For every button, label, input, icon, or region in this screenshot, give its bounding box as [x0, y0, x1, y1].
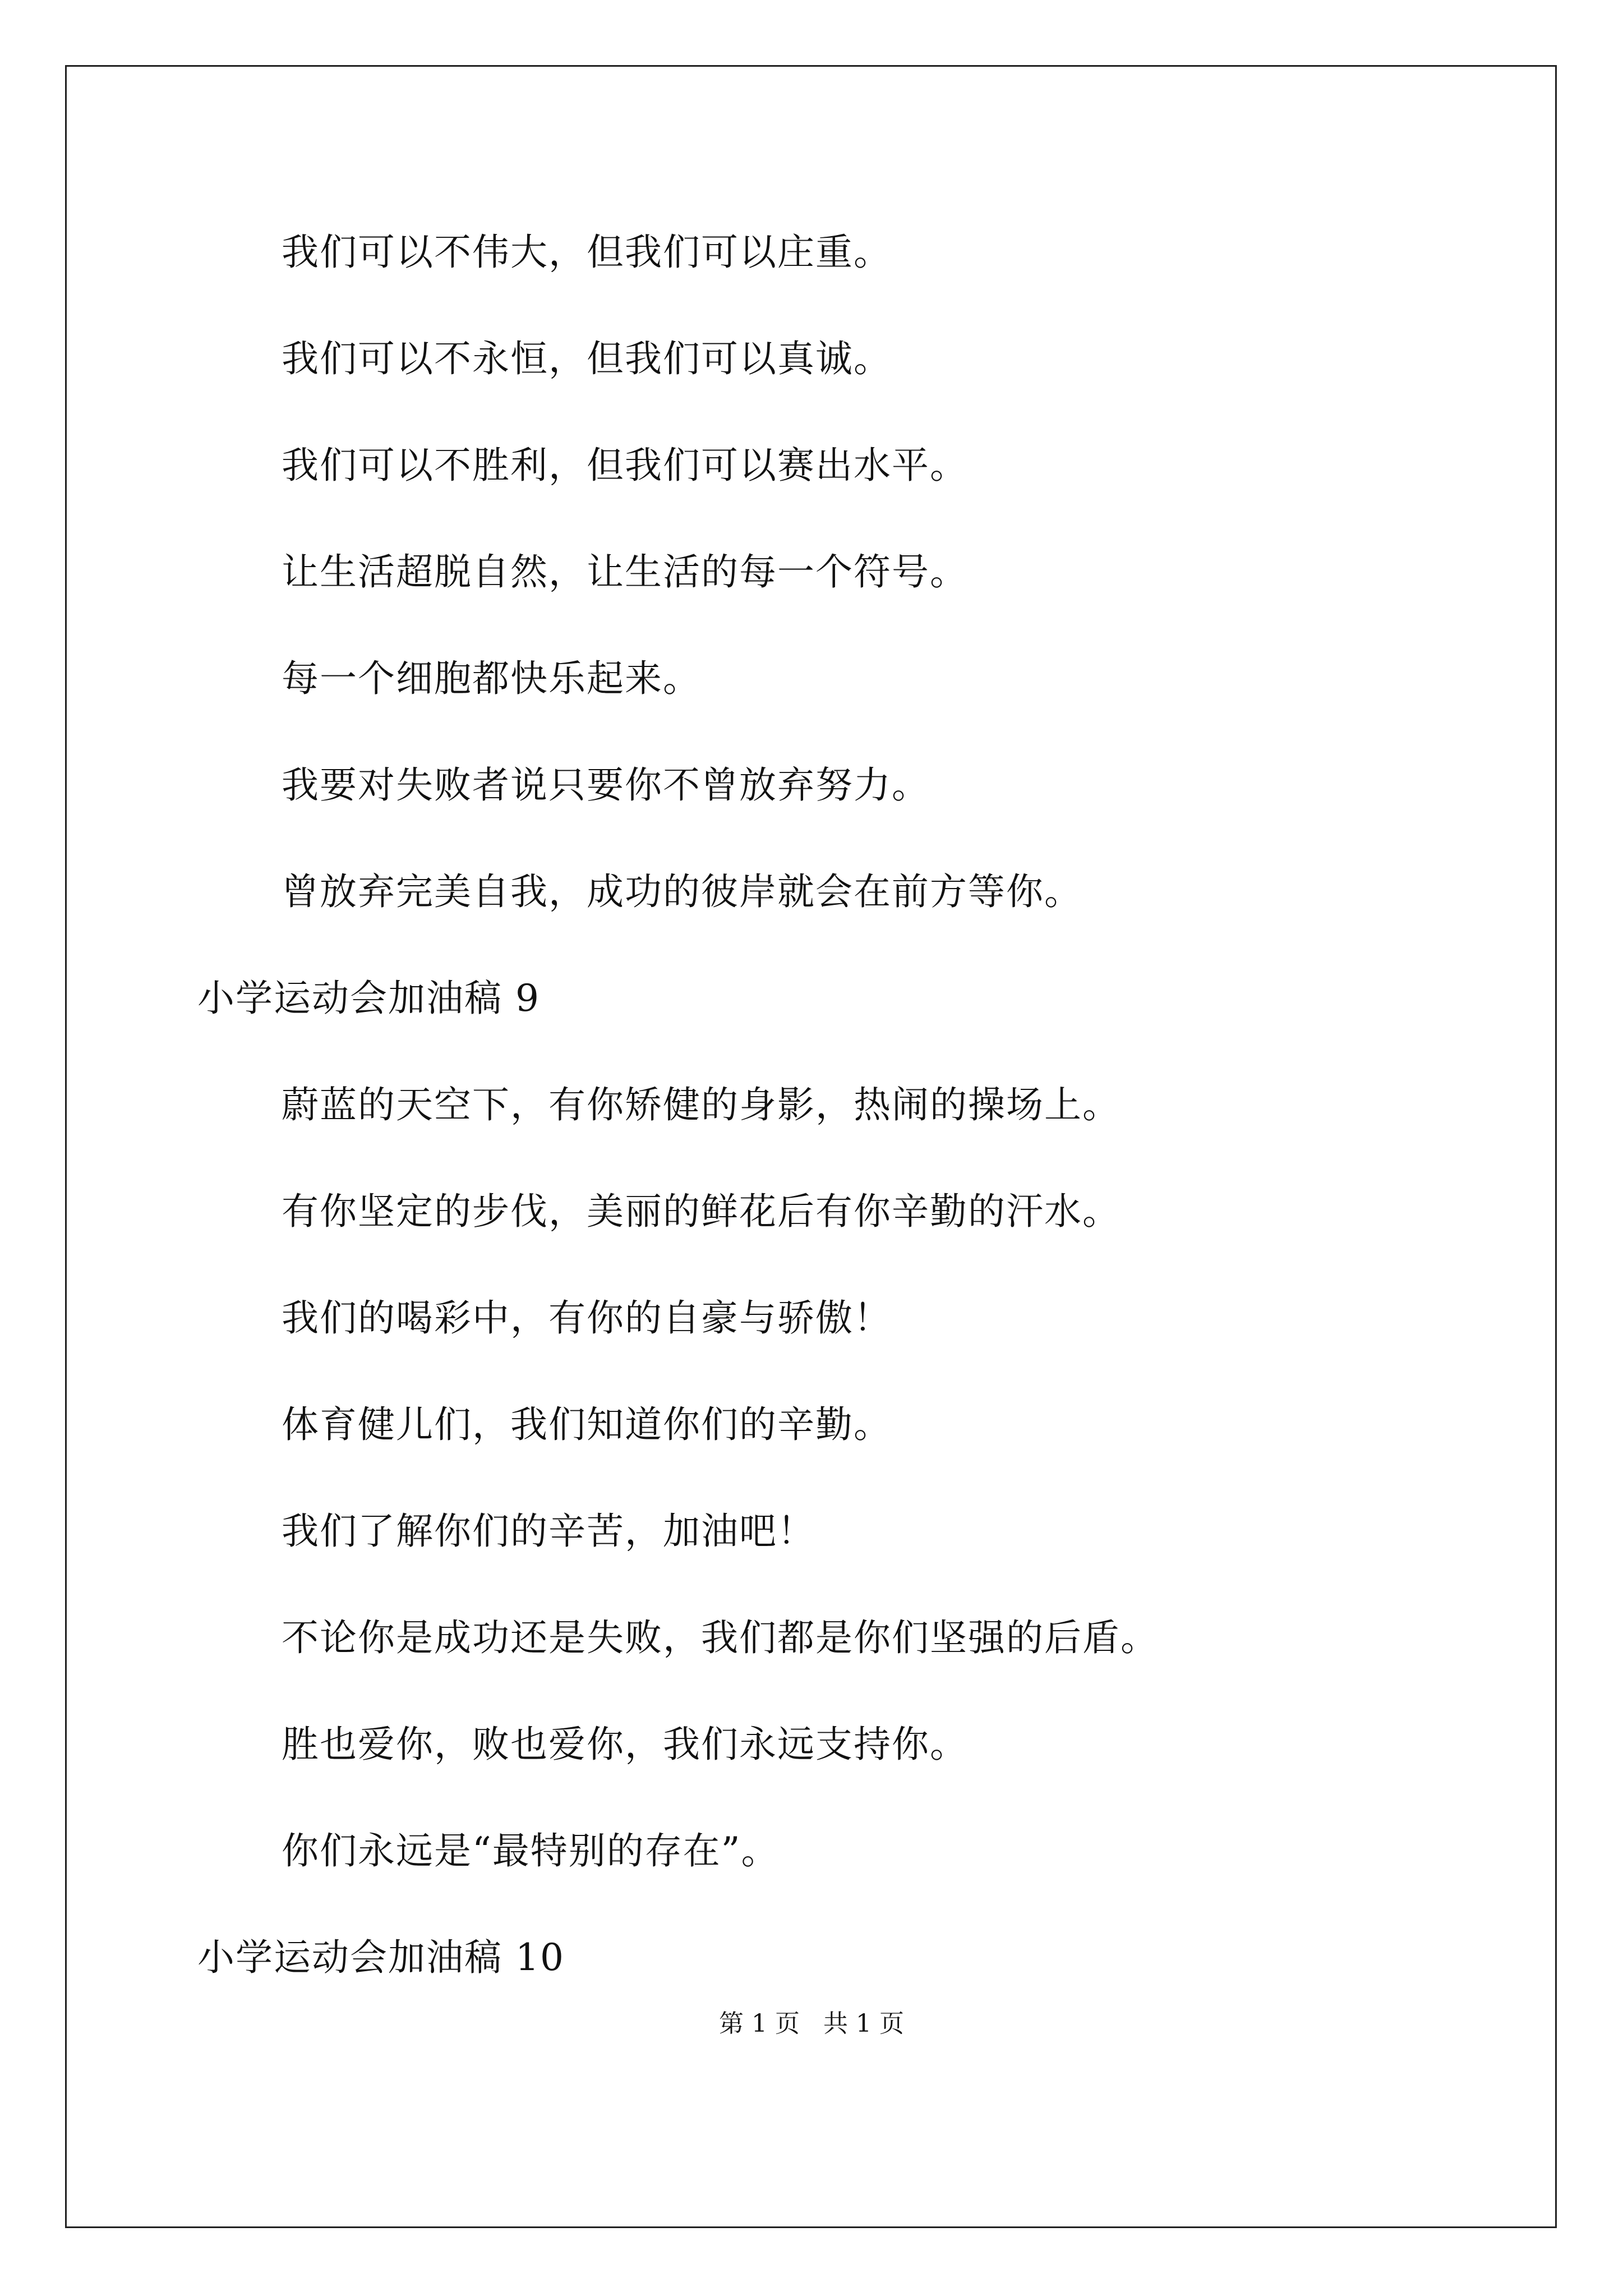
section-heading: 小学运动会加油稿 10	[197, 1936, 565, 1979]
paragraph-line: 你们永远是“最特别的存在”。	[282, 1829, 780, 1872]
section-heading: 小学运动会加油稿 9	[197, 977, 540, 1020]
paragraph-line: 蔚蓝的天空下，有你矫健的身影，热闹的操场上。	[282, 1083, 1121, 1126]
paragraph-line: 我要对失败者说只要你不曾放弃努力。	[282, 763, 930, 807]
paragraph-line: 有你坚定的步伐，美丽的鲜花后有你辛勤的汗水。	[282, 1190, 1121, 1233]
paragraph-line: 曾放弃完美自我，成功的彼岸就会在前方等你。	[282, 870, 1082, 913]
paragraph-line: 体育健儿们，我们知道你们的辛勤。	[282, 1403, 892, 1446]
page-border	[65, 65, 1557, 2228]
paragraph-line: 我们可以不胜利，但我们可以赛出水平。	[282, 444, 968, 487]
page-number-footer: 第 1 页 共 1 页	[719, 2009, 904, 2038]
paragraph-line: 我们了解你们的辛苦，加油吧！	[282, 1510, 815, 1553]
paragraph-line: 我们可以不永恒，但我们可以真诚。	[282, 337, 892, 380]
paragraph-line: 我们的喝彩中，有你的自豪与骄傲！	[282, 1296, 892, 1340]
paragraph-line: 每一个细胞都快乐起来。	[282, 657, 701, 700]
paragraph-line: 不论你是成功还是失败，我们都是你们坚强的后盾。	[282, 1616, 1159, 1659]
paragraph-line: 胜也爱你，败也爱你，我们永远支持你。	[282, 1723, 968, 1766]
paragraph-line: 让生活超脱自然，让生活的每一个符号。	[282, 550, 968, 593]
paragraph-line: 我们可以不伟大，但我们可以庄重。	[282, 231, 892, 274]
